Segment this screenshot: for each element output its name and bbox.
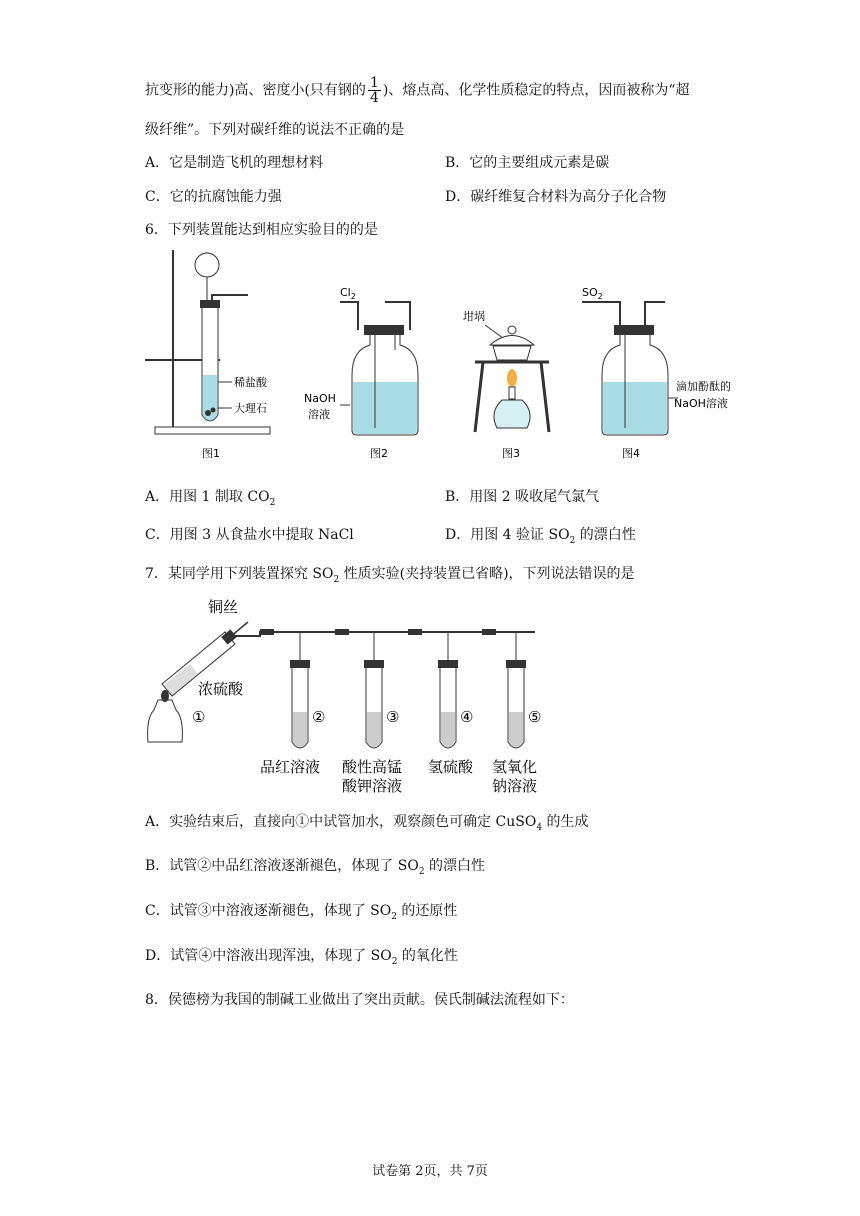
fig1-label-stone: 大理石: [234, 402, 267, 415]
q7-option-c-sub: 2: [391, 911, 397, 922]
q7-joint-4: [482, 629, 496, 635]
q7-number-1: ①: [192, 708, 206, 726]
fig4-gas: SO: [582, 286, 598, 299]
q6-option-d-sub: 2: [569, 535, 576, 546]
q7-option-b-tail: 的漂白性: [424, 858, 485, 874]
q7-number-4: ④: [460, 708, 474, 726]
q5-text-b: )、熔点高、化学性质稳定的特点，因而被称为“超: [382, 82, 690, 99]
fig3-crucible: [493, 346, 531, 360]
fig4-liquid: [603, 382, 667, 434]
fig2-gas-label: [340, 286, 356, 301]
q7-number-5: ⑤: [528, 708, 542, 726]
fraction-numerator: 1: [369, 75, 379, 91]
q7-option-b-sub: 2: [418, 866, 425, 877]
fig4-gas-sub: 2: [597, 292, 603, 301]
fig1-funnel-bulb: [195, 253, 219, 277]
q7-option-d-sub: 2: [391, 956, 398, 967]
fig1-stand-base: [155, 427, 270, 434]
q7-stem-tail: 性质实验(夹持装置已省略)，下列说法错误的是: [339, 566, 635, 582]
q7-option-d-tail: 的氧化性: [397, 948, 458, 964]
fraction-denominator: 4: [369, 90, 379, 106]
fig2-gas-sub: 2: [350, 292, 356, 301]
q6-option-a-text: A．用图 1 制取 CO: [145, 489, 270, 505]
q7-label-tube-5-line2: 钠溶液: [492, 777, 538, 795]
q6-option-d-text: D．用图 4 验证 SO: [445, 527, 570, 543]
fig4-stopper: [614, 325, 654, 335]
fig1-marble-2: [211, 408, 216, 413]
fig3-lid-knob: [508, 326, 516, 334]
fraction-one-quarter: [368, 76, 381, 105]
q6-option-c: C．用图 3 从食盐水中提取 NaCl: [145, 527, 354, 543]
q7-tube-4: [438, 632, 458, 748]
q7-option-b-text: B．试管②中品红溶液逐渐褪色，体现了 SO: [145, 858, 419, 874]
q7-label-acid: 浓硫酸: [198, 680, 244, 698]
q5-text-a: 抗变形的能力)高、密度小(只有钢的: [145, 82, 366, 99]
q7-stem: [145, 563, 635, 585]
fig1-stopper: [200, 300, 220, 308]
q8-stem: 8．侯德榜为我国的制碱工业做出了突出贡献。侯氏制碱法流程如下：: [145, 992, 574, 1008]
q7-option-c: [145, 900, 457, 922]
q7-option-a-tail: 的生成: [542, 814, 589, 830]
fig2-label-naoh: NaOH: [304, 392, 336, 405]
q7-joint-3: [408, 629, 422, 635]
fig2-caption: 图2: [370, 447, 388, 460]
fig3-caption: 图3: [502, 447, 520, 460]
q7-number-3: ③: [386, 708, 400, 726]
q7-label-tube-2: 品红溶液: [260, 758, 321, 776]
q5-option-d: D．碳纤维复合材料为高分子化合物: [445, 189, 667, 205]
fig4-label-naoh: NaOH溶液: [674, 397, 728, 410]
figure-q7-apparatus: [140, 592, 560, 802]
figure-3-apparatus: [455, 300, 565, 460]
fig2-label-solution: 溶液: [308, 408, 330, 421]
q5-stem-line2: 级纤维”。下列对碳纤维的说法不正确的是: [145, 122, 405, 138]
q6-option-a: [145, 486, 275, 508]
q7-option-a: [145, 811, 589, 833]
q7-option-c-tail: 的还原性: [396, 903, 458, 919]
q7-tube-5: [506, 632, 526, 748]
q7-label-wire: 铜丝: [208, 598, 239, 616]
q5-option-b: B．它的主要组成元素是碳: [445, 155, 610, 171]
q7-option-d: [145, 945, 458, 967]
fig2-gas: Cl: [340, 286, 351, 299]
q5-stem-line1: [145, 76, 689, 105]
fig3-flame: [507, 369, 517, 387]
q7-option-a-sub: 4: [536, 822, 543, 833]
figure-2-apparatus: [300, 280, 430, 460]
q6-option-d: [445, 524, 636, 546]
q7-option-c-text: C．试管③中溶液逐渐褪色，体现了 SO: [145, 903, 392, 919]
fig3-label-crucible: 坩埚: [463, 310, 485, 323]
fig2-stopper: [364, 325, 404, 335]
figure-4-apparatus: [570, 280, 760, 460]
q7-number-2: ②: [312, 708, 326, 726]
q5-option-a: A．它是制造飞机的理想材料: [145, 155, 324, 171]
q7-option-a-text: A．实验结束后，直接向①中试管加水，观察颜色可确定 CuSO: [145, 814, 537, 830]
page-footer: 试卷第 2页，共 7页: [372, 1164, 488, 1179]
fig1-marble: [205, 410, 211, 416]
fig1-label-acid: 稀盐酸: [234, 376, 267, 389]
q7-option-b: [145, 855, 485, 877]
fig4-gas-label: [582, 286, 603, 301]
fig3-wick: [509, 387, 515, 399]
q6-stem: 6．下列装置能达到相应实验目的的是: [145, 222, 378, 238]
fig2-liquid: [353, 382, 417, 434]
q7-label-tube-3-line1: 酸性高锰: [342, 758, 403, 776]
q6-option-a-sub: 2: [269, 497, 276, 508]
fig2-inlet-tube: [340, 302, 358, 330]
figure-1-apparatus: [140, 245, 280, 460]
q7-alcohol-lamp: [148, 700, 183, 742]
q7-label-tube-3-line2: 酸钾溶液: [342, 777, 403, 795]
q5-option-c: C．它的抗腐蚀能力强: [145, 189, 282, 205]
fig4-caption: 图4: [622, 447, 640, 460]
fig1-caption: 图1: [202, 447, 220, 460]
q7-stem-text: 7．某同学用下列装置探究 SO: [145, 566, 334, 582]
fig4-label-phenolphthalein: 滴加酚酞的: [676, 380, 731, 393]
q7-label-tube-5-line1: 氢氧化: [492, 758, 538, 776]
q7-joint-1: [260, 629, 274, 635]
q7-option-d-text: D．试管④中溶液出现浑浊，体现了 SO: [145, 948, 392, 964]
fig3-label-pointer: [485, 325, 503, 338]
q7-stem-sub: 2: [333, 574, 340, 585]
q7-label-tube-4: 氢硫酸: [428, 758, 474, 776]
q7-joint-2: [335, 629, 349, 635]
fig3-crucible-lid: [490, 336, 534, 346]
q7-lamp-flame: [161, 690, 169, 702]
q6-option-d-tail: 的漂白性: [575, 527, 636, 543]
fig3-alcohol-lamp: [494, 400, 530, 428]
q6-option-b: B．用图 2 吸收尾气氯气: [445, 489, 600, 505]
q7-tube-2: [290, 632, 310, 748]
q7-tube-3: [364, 632, 384, 748]
